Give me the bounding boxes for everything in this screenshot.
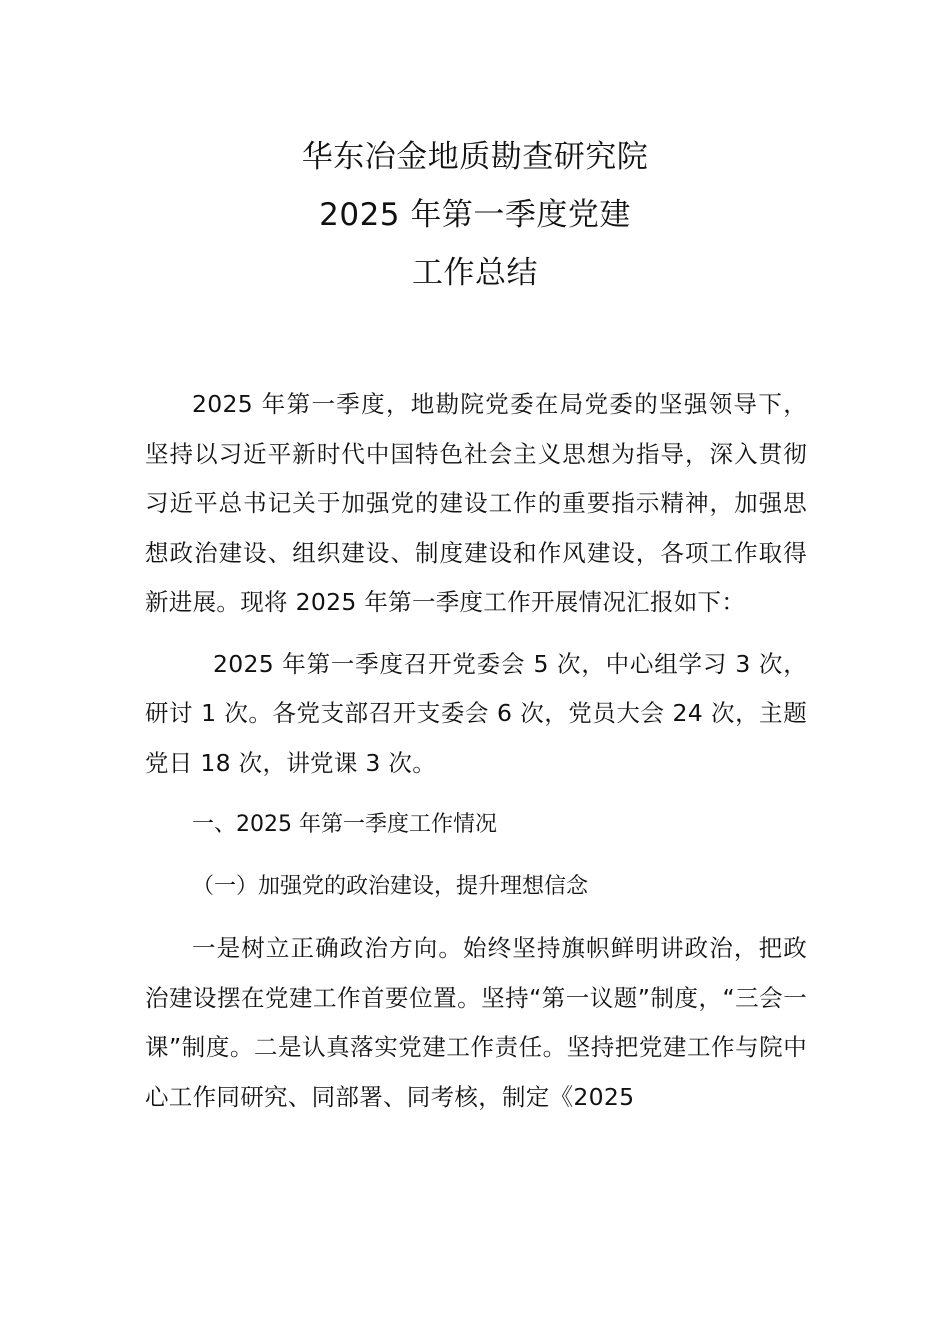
body-paragraph: 一是树立正确政治方向。始终坚持旗帜鲜明讲政治，把政治建设摆在党建工作首要位置。坚持“第一议题”制度，“三会一课”制度。二是认真落实党建工作责任。坚持把党建工作与院中心工作同研究、同部署、同考核，制定《2025 [145, 934, 807, 1111]
document-body [145, 380, 807, 1122]
subsection-heading: （一）加强党的政治建设，提升理想信念 [192, 874, 589, 899]
title-line-organization: 华东冶金地质勘查研究院 [301, 139, 649, 175]
document-title [0, 128, 950, 302]
title-line-subject: 工作总结 [412, 255, 538, 291]
section-heading: 一、2025 年第一季度工作情况 [192, 812, 497, 837]
title-line-period: 2025 年第一季度党建 [319, 197, 631, 233]
stats-paragraph: 2025 年第一季度召开党委会 5 次，中心组学习 3 次，研讨 1 次。各党支部召开支委会 6 次，党员大会 24 次，主题党日 18 次，讲党课 3 次。 [145, 649, 807, 777]
intro-paragraph: 2025 年第一季度，地勘院党委在局党委的坚强领导下，坚持以习近平新时代中国特色社会主义思想为指导，深入贯彻习近平总书记关于加强党的建设工作的重要指示精神，加强思想政治建设、组织建设、制度建设和作风建设，各项工作取得新进展。现将 2025 年第一季度工作开展情况汇报如下： [145, 390, 807, 616]
